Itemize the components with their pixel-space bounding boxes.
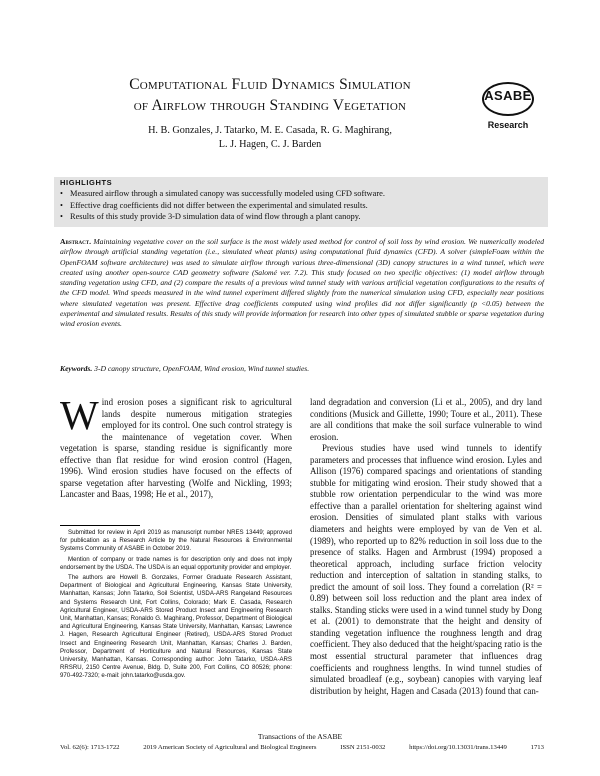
body-column-right (310, 397, 542, 697)
body-paragraph: Previous studies have used wind tunnels to identify parameters and processes that influence wind erosion. Lyles and Allison (1976) compared spacings and orientations of standing stubble for mitigating wind erosion. Their study showed that a stubble row orientation perpendicular to the wind was more effective than a parallel orientation for sheltering against wind erosion. Densities of simulated plant stalks with various diameters and heights were employed by van de Ven et al. (1989), who reported up to 82% reduction in soil loss due to the presence of stalks. Hagen and Armbrust (1994) proposed a theoretical approach, including surface friction velocity reduction and interception of saltation in standing stalks, to predict the amount of soil loss. They found a correlation (R² = 0.89) between soil loss reduction and the plant area index of stalks. Standing sticks were used in a wind tunnel study by Dong et al. (2001) to demonstrate that the height and density of standing vegetation influence the roughness length and drag coefficient. They also deduced that the height/spacing ratio is the most essential structural parameter that influences drag coefficients and roughness lengths. In wind tunnel studies of simulated broadleaf (e.g., soybean) canopies with varying leaf distribution by height, Hagen and Casada (2013) found that can- (310, 443, 542, 696)
footer-doi[interactable]: https://doi.org/10.13031/trans.13449 (409, 744, 507, 751)
footnote-disclaimer: Mention of company or trade names is for description only and does not imply endorsement by the USDA. The USDA is an equal opportunity provider and employer. (60, 555, 292, 571)
abstract-text: Maintaining vegetative cover on the soil surface is the most widely used method for control of soil loss by wind erosion. We numerically modeled airflow through artificial standing vegetation (i.e., simulated wheat plants) using computational fluid dynamics (CFD). A solver (simpleFoam within the OpenFOAM software architecture) was used to simulate airflow through various three-dimensional (3D) canopy structures in a wind tunnel, which were created using another open-source CAD geometry software (Salomé ver. 7.2). This study focused on two specific objectives: (1) model airflow through standing vegetation using CFD, and (2) compare the results of a previous wind tunnel study with various artificial vegetation configurations to the results of the CFD model. Wind speeds measured in the wind tunnel experiment differed slightly from the numerical simulation using CFD, especially near positions where simulated vegetation was present. Effective drag coefficients computed using wind profiles did not differ significantly (p <0.05) between the experimental and simulated results. Results of this study will provide information for research into other types of simulated stubble or sparse vegetation during wind erosion events. (60, 237, 544, 328)
author-list (60, 124, 480, 152)
abstract-label: Abstract. (60, 237, 92, 246)
body-column-left (60, 392, 292, 501)
body-paragraph: land degradation and conversion (Li et al., 2005), and dry land conditions (Musick and Gillette, 1990; Toure et al., 2011). These are all conditions that make the soil surface vulnerable to wind erosion. (310, 397, 542, 442)
highlights-heading: HIGHLIGHTS (60, 178, 113, 187)
footnote-rule (60, 525, 140, 526)
intro-text: ind erosion poses a significant risk to agricultural lands despite numerous mitigation strategies employed for its control. One such control strategy is the maintenance of vegetation cover. When vegetation is sparse, standing residue is significantly more effective than flat residue for wind erosion control (Hagen, 1996). Wind erosion studies have focused on the effects of sparse vegetation after harvesting (Wolfe and Nickling, 1993; Lancaster and Baas, 1998; He et al., 2017), (60, 397, 292, 500)
footer-volume: Vol. 62(6): 1713-1722 (60, 744, 120, 751)
logo-subtitle: Research (487, 120, 529, 130)
keywords (60, 364, 544, 374)
abstract (60, 237, 544, 329)
footnote-submitted: Submitted for review in April 2019 as manuscript number NRES 13449; approved for publication as a Research Article by the Natural Resources & Environmental Systems Community of ASABE in October 2019. (60, 529, 292, 553)
footnotes (60, 529, 292, 683)
highlights-list (60, 188, 544, 223)
authors-line-1: H. B. Gonzales, J. Tatarko, M. E. Casada, R. G. Maghirang, (148, 125, 392, 136)
logo-word: ASABE (484, 88, 532, 103)
footer-issn: ISSN 2151-0032 (340, 744, 386, 751)
highlight-item: • Measured airflow through a simulated canopy was successfully modeled using CFD software. (60, 188, 544, 200)
paper-title (60, 74, 480, 116)
title-line-1: Computational Fluid Dynamics Simulation (129, 76, 411, 93)
authors-line-2: L. J. Hagen, C. J. Barden (218, 139, 322, 150)
footer-line (60, 744, 544, 751)
footer-journal-name: Transactions of the ASABE (257, 732, 343, 741)
asabe-logo (480, 82, 538, 140)
keywords-text: 3-D canopy structure, OpenFOAM, Wind erosion, Wind tunnel studies. (92, 364, 310, 373)
drop-cap: W (60, 392, 99, 438)
title-line-2: of Airflow through Standing Vegetation (133, 97, 407, 114)
footnote-authors: The authors are Howell B. Gonzales, Former Graduate Research Assistant, Department of Biological and Agricultural Engineering, Kansas State University, Manhattan, Kansas; John Tatarko, Soil Scientist, USDA-ARS Rangeland Resources and Systems Research Unit, Fort Collins, Colorado; Mark E. Casada, Research Agricultural Engineer, USDA-ARS Stored Product Insect and Engineering Research Unit, Manhattan, Kansas; Ronaldo G. Maghirang, Professor, Department of Biological and Agricultural Engineering, Kansas State University, Manhattan, Kansas; Lawrence J. Hagen, Research Agricultural Engineer (Retired), USDA-ARS Stored Product Insect and Engineering Research Unit, Manhattan, Kansas; Charles J. Barden, Professor, Department of Horticulture and Natural Resources, Kansas State University, Manhattan, Kansas. Corresponding author: John Tatarko, USDA-ARS RRSRU, 2150 Centre Avenue, Bldg. D, Suite 200, Fort Collins, CO 80526; phone: 970-492-7320; e-mail: john.tatarko@usda.gov. (60, 574, 292, 680)
intro-paragraph (60, 392, 292, 501)
highlight-item: • Effective drag coefficients did not differ between the experimental and simulated results. (60, 200, 544, 212)
footer-page-number: 1713 (530, 744, 544, 751)
highlight-item: • Results of this study provide 3-D simulation data of wind flow through a plant canopy. (60, 211, 544, 223)
keywords-label: Keywords. (60, 364, 93, 373)
footer-copyright: 2019 American Society of Agricultural and Biological Engineers (143, 744, 317, 751)
